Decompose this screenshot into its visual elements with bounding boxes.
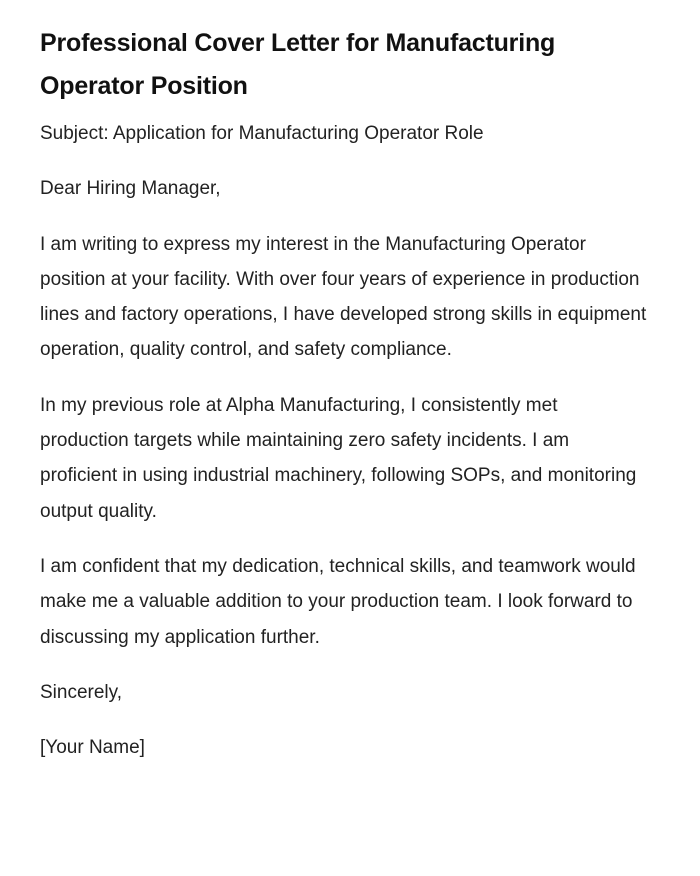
page-title: Professional Cover Letter for Manufacturing Operator Position (40, 29, 556, 100)
body-paragraph-1: I am writing to express my interest in the Manufacturing Operator position at your facility. With over four years of experience in production lines and factory operations, I have developed strong skills in equipment operation, quality control, and safety compliance. (40, 233, 647, 361)
subject-line: Subject: Application for Manufacturing Operator Role (40, 123, 484, 144)
body-paragraph-3: I am confident that my dedication, technical skills, and teamwork would make me a valuable addition to your production team. I look forward to discussing my application further. (40, 555, 636, 648)
signature: [Your Name] (40, 737, 145, 759)
body-paragraph-2: In my previous role at Alpha Manufacturing, I consistently met production targets while maintaining zero safety incidents. I am proficient in using industrial machinery, following SOPs, and monitoring output quality. (40, 394, 637, 522)
closing: Sincerely, (40, 681, 123, 703)
salutation: Dear Hiring Manager, (40, 178, 221, 200)
